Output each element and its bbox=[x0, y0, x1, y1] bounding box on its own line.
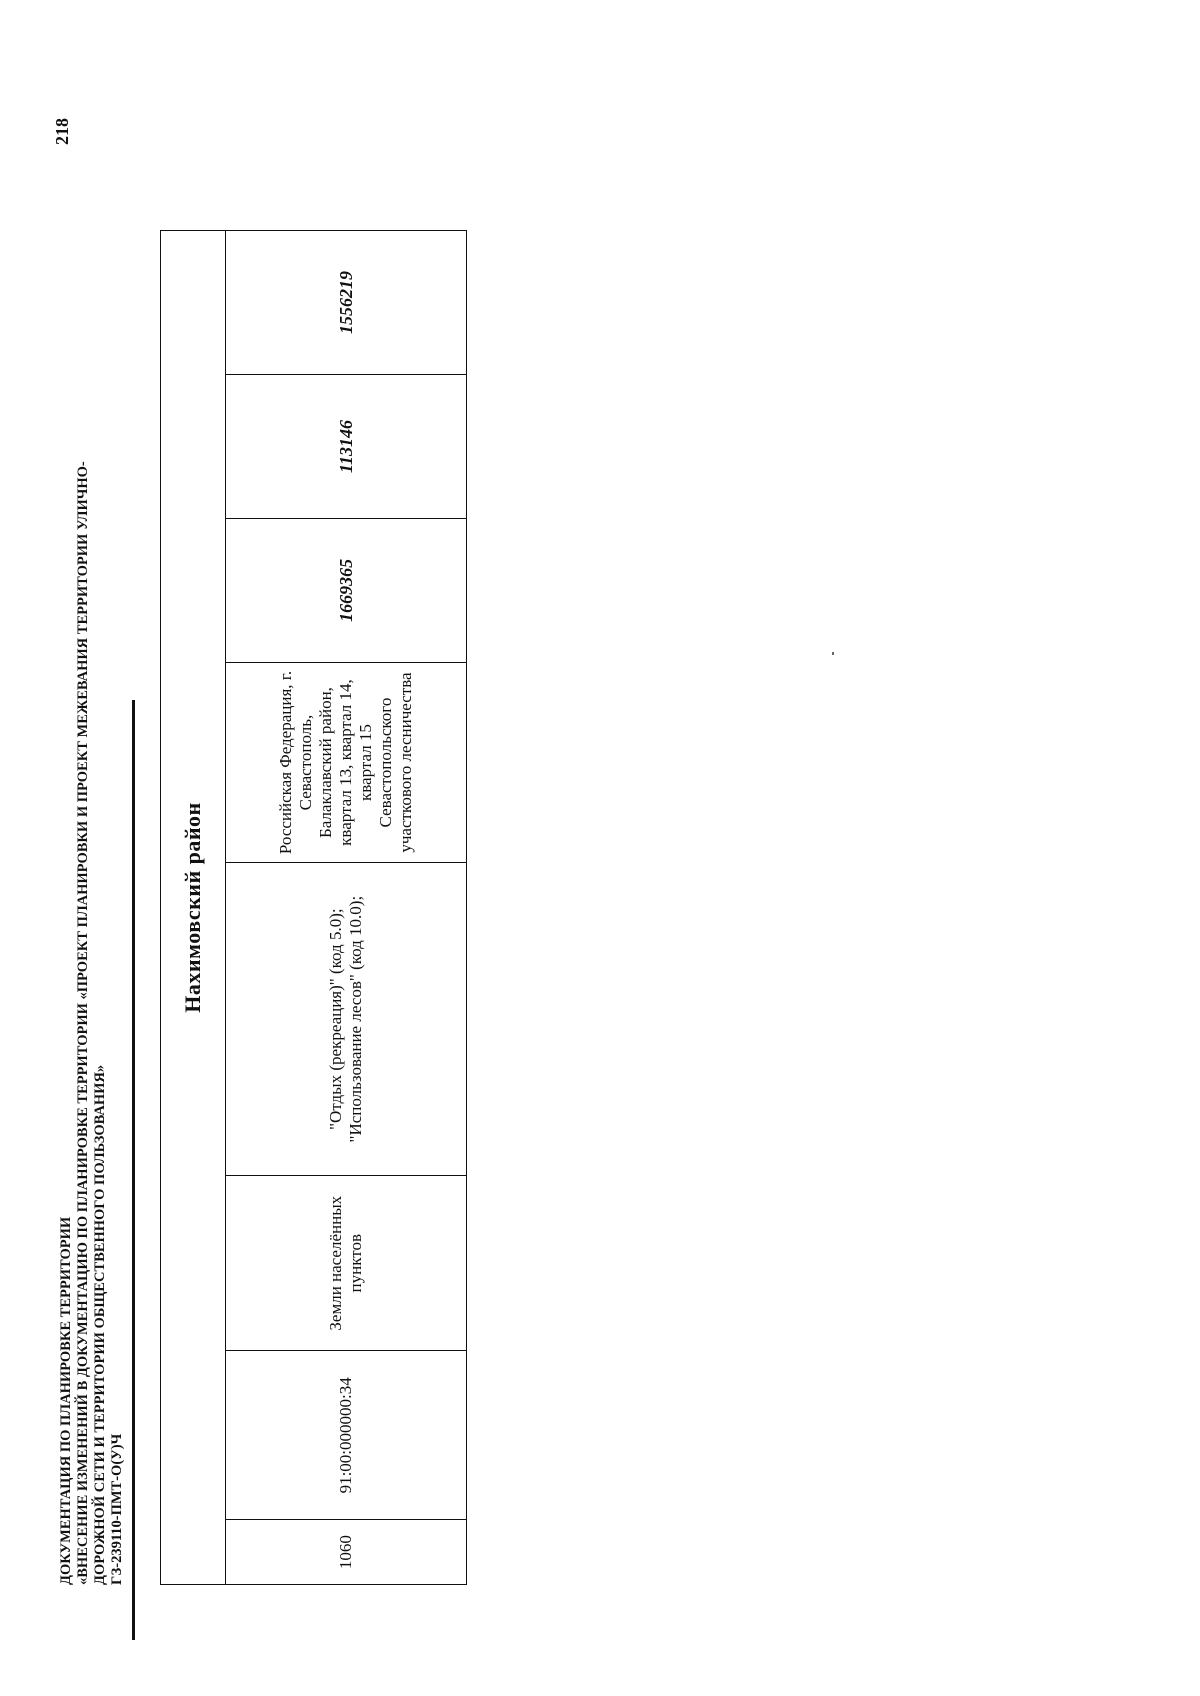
header-divider bbox=[132, 700, 135, 1640]
header-line-3: ДОРОЖНОЙ СЕТИ И ТЕРРИТОРИИ ОБЩЕСТВЕННОГО ПОЛЬЗОВАНИЯ» bbox=[92, 1064, 108, 1585]
header-line-2: «ВНЕСЕНИЕ ИЗМЕНЕНИЙ В ДОКУМЕНТАЦИЮ ПО ПЛАНИРОВКЕ ТЕРРИТОРИИ «ПРОЕКТ ПЛАНИРОВКИ И ПРОЕКТ МЕЖЕВАНИЯ ТЕРРИТОРИИ УЛИЧНО- bbox=[75, 461, 91, 1585]
permitted-use: "Отдых (рекреация)" (код 5.0); "Использование лесов" (код 10.0); bbox=[226, 863, 467, 1176]
value-c: 1556219 bbox=[226, 231, 467, 375]
header-line-4: ГЗ-239110-ПМТ-О(У)Ч bbox=[109, 1433, 125, 1585]
location-forestry: Севастопольского участкового лесничества bbox=[376, 672, 415, 853]
document-header bbox=[58, 461, 126, 1585]
row-number: 1060 bbox=[226, 1520, 467, 1585]
page-number: 218 bbox=[52, 118, 72, 145]
location bbox=[226, 662, 467, 862]
rotated-document-page bbox=[0, 60, 1200, 1640]
land-category: Земли населённых пунктов bbox=[226, 1176, 467, 1351]
value-b: 113146 bbox=[226, 374, 467, 518]
cadastral-number: 91:00:000000:34 bbox=[226, 1351, 467, 1520]
district-name: Нахимовский район bbox=[161, 231, 226, 1585]
table-row bbox=[226, 231, 467, 1585]
district-row bbox=[161, 231, 226, 1585]
location-address: Российская Федерация, г. Севастополь, Балаклавский район, квартал 13, квартал 14, квартал 15 bbox=[276, 670, 375, 855]
header-line-1: ДОКУМЕНТАЦИЯ ПО ПЛАНИРОВКЕ ТЕРРИТОРИИ bbox=[58, 1216, 74, 1585]
value-a: 1669365 bbox=[226, 518, 467, 662]
scan-speck bbox=[832, 652, 834, 655]
land-plot-table bbox=[160, 230, 467, 1585]
